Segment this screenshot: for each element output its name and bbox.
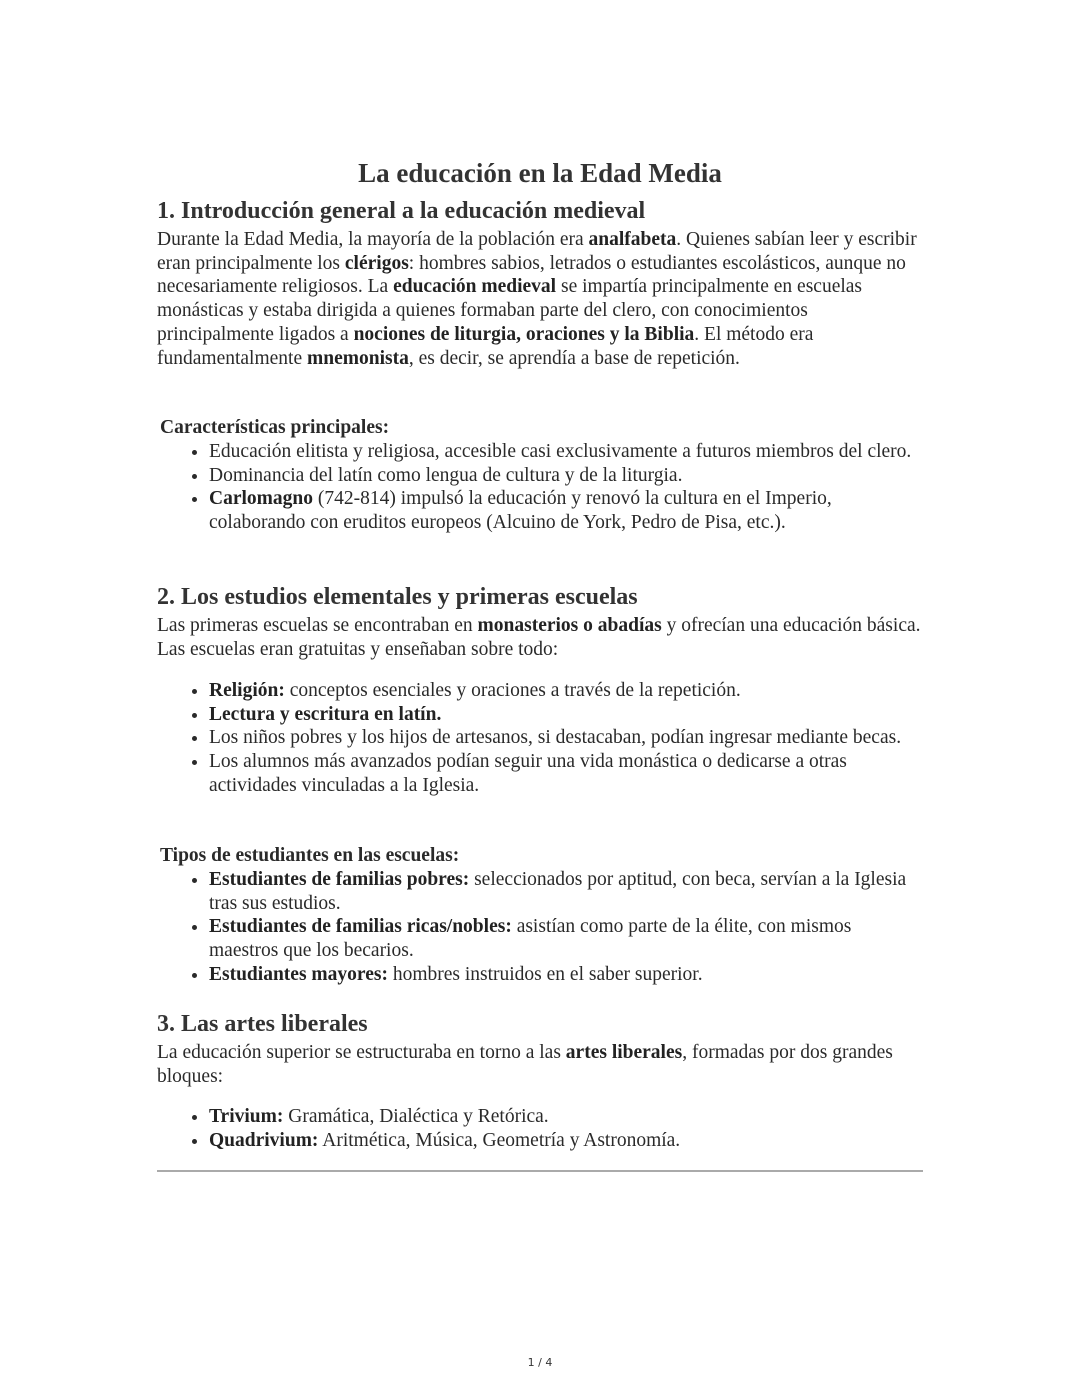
- list-item: [209, 963, 925, 987]
- list-item: [209, 726, 925, 750]
- text-run: , es decir, se aprendía a base de repetición.: [408, 347, 740, 369]
- list-item: [209, 487, 925, 534]
- bold-text: analfabeta: [588, 229, 677, 250]
- section-2: [157, 583, 925, 661]
- bullet-list: [157, 679, 925, 798]
- bold-text: Estudiantes de familias pobres:: [209, 869, 470, 890]
- list-item: [209, 464, 925, 488]
- text-run: : hombres sabios, letrados o estudiantes escolásticos, aunque no necesariamente religiosos. La: [157, 252, 906, 298]
- text-run: . Quienes sabían leer y escribir eran principalmente los: [157, 229, 917, 274]
- text-run: seleccionados por aptitud, con beca, servían a la Iglesia tras sus estudios.: [209, 869, 907, 914]
- bold-text: Religión:: [209, 680, 285, 701]
- list-item: [209, 868, 925, 915]
- list-item: [209, 750, 925, 797]
- bold-text: Estudiantes mayores:: [209, 963, 388, 985]
- bold-text: Trivium:: [209, 1106, 284, 1127]
- section-paragraph: [157, 228, 925, 370]
- list-item: [209, 1129, 925, 1153]
- list-item: [209, 703, 925, 727]
- list-item: [209, 1105, 925, 1129]
- subheading: Características principales:: [160, 417, 390, 438]
- bold-text: monasterios o abadías: [477, 615, 662, 636]
- horizontal-rule: [157, 1170, 923, 1172]
- text-run: Educación elitista y religiosa, accesible casi exclusivamente a futuros miembros del clero.: [209, 441, 912, 462]
- bold-text: Carlomagno: [209, 488, 313, 510]
- text-run: Gramática, Dialéctica y Retórica.: [283, 1106, 549, 1127]
- text-run: Los niños pobres y los hijos de artesanos, si destacaban, podían ingresar mediante becas.: [209, 727, 902, 749]
- subheading: Tipos de estudiantes en las escuelas:: [160, 845, 460, 866]
- text-run: La educación superior se estructuraba en torno a las: [157, 1042, 566, 1063]
- list-item: [209, 440, 925, 464]
- section-heading: 3. Las artes liberales: [157, 1011, 368, 1037]
- list-item: [209, 915, 925, 962]
- bold-text: Quadrivium:: [209, 1129, 319, 1151]
- document-title: La educación en la Edad Media: [358, 158, 722, 188]
- list-item: [209, 679, 925, 703]
- text-run: Dominancia del latín como lengua de cultura y de la liturgia.: [209, 464, 683, 486]
- bold-text: clérigos: [344, 252, 409, 274]
- student-types-block: [157, 844, 925, 987]
- text-run: hombres instruidos en el saber superior.: [387, 963, 703, 985]
- text-run: Aritmética, Música, Geometría y Astronomía.: [318, 1129, 681, 1151]
- section-heading: 2. Los estudios elementales y primeras escuelas: [157, 584, 638, 610]
- bullet-list: [157, 1105, 925, 1152]
- text-run: asistían como parte de la élite, con mismos maestros que los becarios.: [209, 916, 852, 962]
- text-run: conceptos esenciales y oraciones a través de la repetición.: [284, 680, 741, 701]
- text-run: Durante la Edad Media, la mayoría de la población era: [157, 229, 589, 250]
- section-paragraph: [157, 614, 925, 661]
- text-run: . El método era fundamentalmente: [157, 323, 814, 369]
- page-number: 1 / 4: [527, 1356, 553, 1369]
- bold-text: artes liberales: [565, 1042, 683, 1063]
- bold-text: nociones de liturgia, oraciones y la Biblia: [353, 323, 695, 345]
- section-heading: 1. Introducción general a la educación medieval: [157, 198, 646, 224]
- text-run: se impartía principalmente en escuelas monásticas y estaba dirigida a quienes formaban parte del clero, con conocimientos principalmente ligados a: [157, 276, 863, 345]
- text-run: , formadas por dos grandes bloques:: [157, 1042, 893, 1087]
- bold-text: educación medieval: [393, 276, 557, 298]
- characteristics-block: [157, 416, 925, 535]
- bold-text: mnemonista: [306, 347, 409, 369]
- section-paragraph: [157, 1041, 925, 1088]
- bullet-list: [157, 868, 925, 987]
- text-run: Las primeras escuelas se encontraban en: [157, 615, 478, 636]
- text-run: Los alumnos más avanzados podían seguir una vida monástica o dedicarse a otras actividades vinculadas a la Iglesia.: [209, 751, 847, 796]
- section-1: [157, 197, 925, 370]
- liberal-arts-block: [157, 1105, 925, 1152]
- bullet-list: [157, 440, 925, 535]
- subjects-block: [157, 679, 925, 798]
- bold-text: Lectura y escritura en latín.: [209, 703, 442, 725]
- text-run: (742-814) impulsó la educación y renovó la cultura en el Imperio, colaborando con eruditos europeos (Alcuino de York, Pedro de Pisa, etc.).: [209, 488, 832, 534]
- section-3: [157, 1010, 925, 1088]
- text-run: y ofrecían una educación básica. Las escuelas eran gratuitas y enseñaban sobre todo:: [157, 615, 921, 660]
- bold-text: Estudiantes de familias ricas/nobles:: [209, 916, 512, 938]
